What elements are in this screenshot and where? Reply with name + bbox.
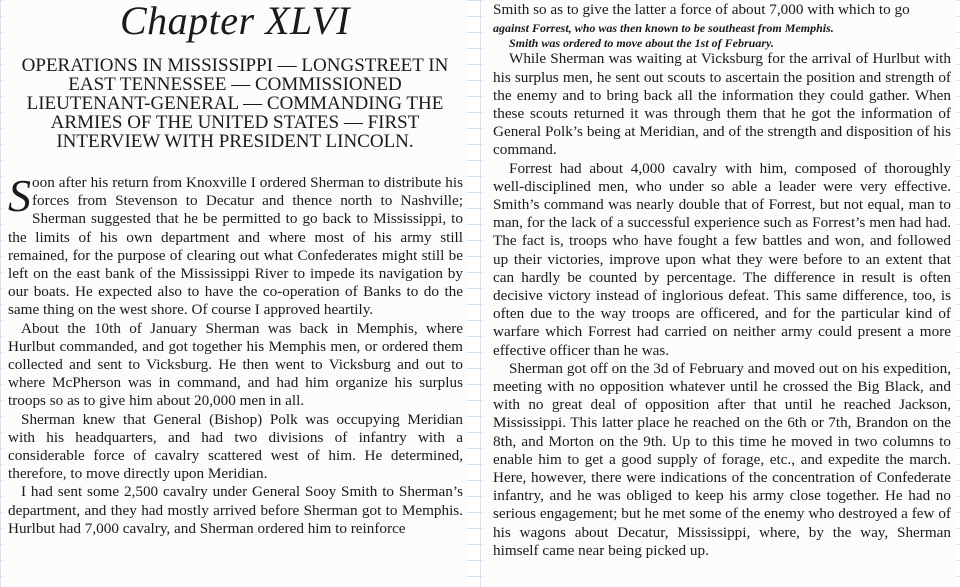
right-body-text [493,1,951,560]
margin-annotation: Smith was ordered to move about the 1st of February. [509,36,774,51]
paragraph: Forrest had about 4,000 cavalry with him, composed of thoroughly well-disciplined men, who under so able a leader were very effective. Smith’s command was nearly double that of Forrest, but not equal, man to man, for the lack of a successful experience such as Forrest’s men had had. The fact is, troops who have fought a few battles and won, and followed up their victories, improve upon what they were before to an extent that can hardly be counted by percentage. The difference in result is often decisive victory instead of inglorious defeat. This same difference, too, is often due to the way troops are officered, and for the particular kind of warfare which Forrest had carried on neither army could present a more effective officer than he was. [493,159,951,359]
paragraph: Sherman got off on the 3d of February and moved out on his expedition, meeting with no opposition whatever until he crossed the Big Black, and with no great deal of opposition after that until he reached Jackson, Mississippi. This latter place he reached on the 6th or 7th, Brandon on the 8th, and Morton on the 9th. Up to this time he moved in two columns to enable him to get a good supply of forage, etc., and expedite the march. Here, however, there were indications of the concentration of Confederate infantry, and he was obliged to keep his army close together. He had no serious engagement; but he met some of the enemy who destroyed a few of his wagons about Decatur, Mississippi, where, by the way, Sherman himself came near being picked up. [493,359,951,559]
paragraph-continuation-annotated [493,19,951,37]
margin-annotation-inline: against Forrest, who was then known to be southeast from Memphis. [493,21,834,36]
paragraph-continuation: Smith so as to give the latter a force of about 7,000 with which to go [493,1,910,18]
paragraph: I had sent some 2,500 cavalry under General Sooy Smith to Sherman’s department, and they had mostly arrived before Sherman got to Memphis. Hurlbut had 7,000 cavalry, and Sherman ordered him to reinforce [8,483,463,537]
chapter-title: Chapter XLVI [119,0,351,43]
left-page-column [3,0,467,587]
paragraph-text: oon after his return from Knoxville I ordered Sherman to distribute his forces from Stevenson to Decatur and thence north to Nashville; Sherman suggested that he be permitted to go back to Mississippi, to the limits of his own department and where most of his army still remained, for the purpose of clearing out what Confederates might still be left on the east bank of the Mississippi River to impede its navigation by our boats. He expected also to have the co-operation of Banks to do the same thing on the west shore. Of course I approved heartily. [8,174,463,319]
paragraph: About the 10th of January Sherman was back in Memphis, where Hurlbut commanded, and got together his Memphis men, or ordered them collected and sent to Vicksburg. He then went to Vicksburg and out to where McPherson was in command, and had him organize his surplus troops so as to give him about 20,000 men in all. [8,319,463,410]
drop-cap: S [8,170,31,221]
paragraph: Sherman knew that General (Bishop) Polk was occupying Meridian with his headquarters, and had two divisions of infantry with a considerable force of cavalry scattered west of him. He determined, therefore, to move directly upon Meridian. [8,410,463,483]
left-body-text [8,170,463,538]
paragraph: While Sherman was waiting at Vicksburg for the arrival of Hurlbut with his surplus men, he sent out scouts to ascertain the position and strength of the enemy and to bring back all the information they could gather. When these scouts returned it was through them that he got the information of General Polk’s being at Meridian, and of the strength and disposition of his command. [493,50,951,159]
right-page-column [483,0,957,587]
chapter-heading: OPERATIONS IN MISSISSIPPI — LONGSTREET IN EAST TENNESSEE — COMMISSIONED LIEUTENANT-GENERAL — COMMANDING THE ARMIES OF THE UNITED STATES — FIRST INTERVIEW WITH PRESIDENT LINCOLN. [21,55,449,152]
paragraph [8,170,463,320]
